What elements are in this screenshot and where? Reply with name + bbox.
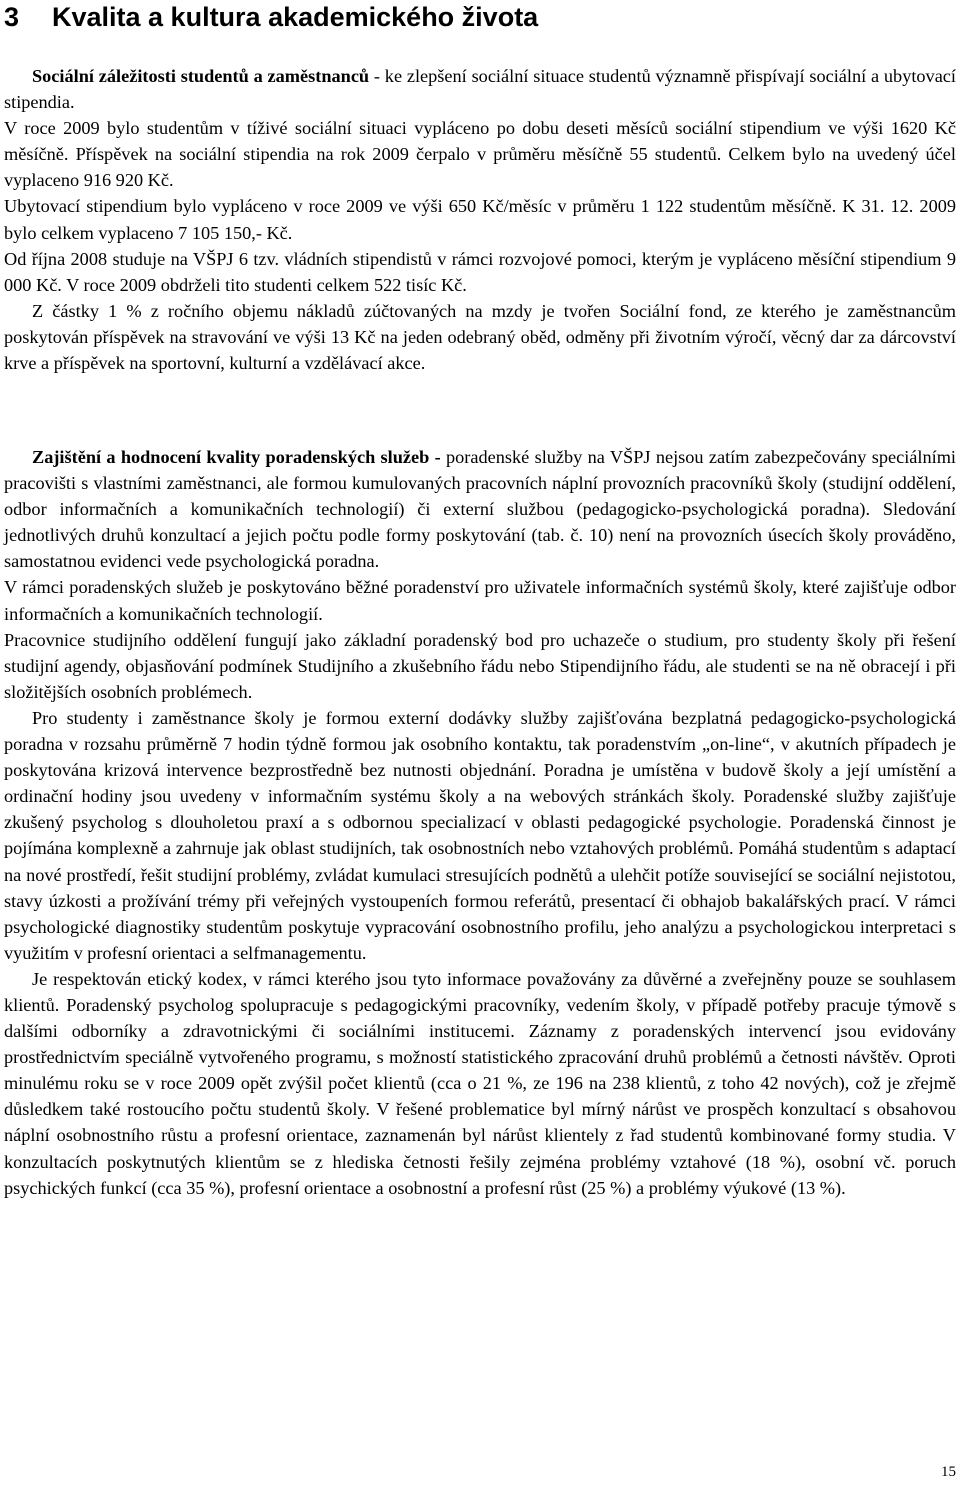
paragraph bbox=[4, 63, 956, 115]
chapter-number: 3 bbox=[4, 2, 20, 32]
section-counseling-services bbox=[4, 444, 956, 1201]
paragraph: Pro studenty i zaměstnance školy je formou externí dodávky služby zajišťována bezplatná pedagogicko-psychologická poradna v rozsahu průměrně 7 hodin týdně formou jak osobního kontaktu, tak poradenstvím „on-line“, v akutních případech je poskytována krizová intervence bezprostředně bez nutnosti objednání. Poradna je umístěna v budově školy a její umístění a ordinační hodiny jsou uvedeny v informačním systému školy a na webových stránkách školy. Poradenské služby zajišťuje zkušený psycholog s dlouholetou praxí a s odbornou specializací v oblasti pedagogické psychologie. Poradenská činnost je pojímána komplexně a zahrnuje jak oblast studijních, tak osobnostních nebo vztahových problémů. Pomáhá studentům s adaptací na nové prostředí, řešit studijní problémy, zvládat kumulaci stresujících podnětů a ulehčit potíže související se sociální nejistotou, stavy úzkosti a prožívání trémy při veřejných vystoupeních formou referátů, presentací či obhajob bakalářských prací. V rámci psychologické diagnostiky studentům poskytuje vypracování osobnostního profilu, jeho analýzu a psychologickou interpretaci s využitím v profesní orientaci a selfmanagementu. bbox=[4, 707, 956, 963]
paragraph-text: - ke zlepšení sociální situace studentů významně přispívají sociální a ubytovací stipendia. bbox=[4, 66, 956, 113]
paragraph: Je respektován etický kodex, v rámci kterého jsou tyto informace považovány za důvěrné a zveřejněny pouze se souhlasem klientů. Poradenský psycholog spolupracuje s pedagogickými pracovníky, vedením školy, v případě potřeby pracuje týmově s dalšími odborníky a zdravotnickými či sociálními institucemi. Záznamy z poradenských intervencí jsou evidovány prostřednictvím speciálně vytvořeného programu, s možností statistického zpracování druhů problémů a četnosti návštěv. Oproti minulému roku se v roce 2009 opět zvýšil počet klientů (cca o 21 %, ze 196 na 238 klientů, z toho 42 nových), což je zřejmě důsledkem také rostoucího počtu studentů školy. V řešené problematice byl mírný nárůst ve prospěch konzultací s obsahovou náplní osobnostního růstu a profesní orientace, zaznamenán byl nárůst klientely z řad studentů kombinované formy studia. V konzultacích poskytnutých klientům se z hlediska četnosti řešily zejména problémy vztahové (18 %), osobní vč. poruch psychických funkcí (cca 35 %), profesní orientace a osobnostní a profesní růst (25 %) a problémy výukové (13 %). bbox=[4, 968, 956, 1198]
paragraph: Od října 2008 studuje na VŠPJ 6 tzv. vládních stipendistů v rámci rozvojové pomoci, kterým je vypláceno měsíční stipendium 9 000 Kč. V roce 2009 obdrželi tito studenti celkem 522 tisíc Kč. bbox=[4, 248, 956, 295]
section-lead-bold: Zajištění a hodnocení kvality poradenských služeb - bbox=[32, 447, 441, 467]
paragraph: V roce 2009 bylo studentům v tíživé sociální situaci vypláceno po dobu deseti měsíců sociální stipendium ve výši 1620 Kč měsíčně. Příspěvek na sociální stipendia na rok 2009 čerpalo v průměru měsíčně 55 studentů. Celkem bylo na uvedený účel vyplaceno 916 920 Kč. bbox=[4, 118, 956, 191]
paragraph: V rámci poradenských služeb je poskytováno běžné poradenství pro uživatele informačních systémů školy, které zajišťuje odbor informačních a komunikačních technologií. bbox=[4, 577, 956, 624]
chapter-heading bbox=[4, 0, 538, 34]
page-number: 15 bbox=[941, 1464, 956, 1480]
section-lead-bold: Sociální záležitosti studentů a zaměstnanců bbox=[32, 66, 370, 86]
paragraph: Pracovnice studijního oddělení fungují jako základní poradenský bod pro uchazeče o studium, pro studenty školy při řešení studijní agendy, objasňování podmínek Studijního a zkušebního řádu nebo Stipendijního řádu, ale studenti se na ně obracejí i při složitějších osobních problémech. bbox=[4, 629, 956, 702]
chapter-title-text: Kvalita a kultura akademického života bbox=[52, 2, 539, 32]
paragraph: Z částky 1 % z ročního objemu nákladů zúčtovaných na mzdy je tvořen Sociální fond, ze kterého je zaměstnancům poskytován příspěvek na stravování ve výši 13 Kč na jeden odebraný oběd, odměny při životním výročí, věcný dar za dárcovství krve a příspěvek na sportovní, kulturní a vzdělávací akce. bbox=[4, 300, 956, 374]
section-social-affairs bbox=[4, 63, 956, 376]
paragraph-text: poradenské služby na VŠPJ nejsou zatím zabezpečovány speciálními pracovišti s vlastními zaměstnanci, ale formou kumulovaných pracovních náplní provozních pracovníků školy (studijní oddělení, odbor informačních a komunikačních technologií) či externí službou (pedagogicko-psychologická poradna). Sledování jednotlivých druhů konzultací a jejich počtu podle formy poskytování (tab. č. 10) není na provozních úsecích školy prováděno, samostatnou evidenci vede psychologická poradna. bbox=[4, 447, 956, 572]
paragraph bbox=[4, 444, 956, 574]
paragraph: Ubytovací stipendium bylo vypláceno v roce 2009 ve výši 650 Kč/měsíc v průměru 1 122 studentům měsíčně. K 31. 12. 2009 bylo celkem vyplaceno 7 105 150,- Kč. bbox=[4, 196, 956, 243]
